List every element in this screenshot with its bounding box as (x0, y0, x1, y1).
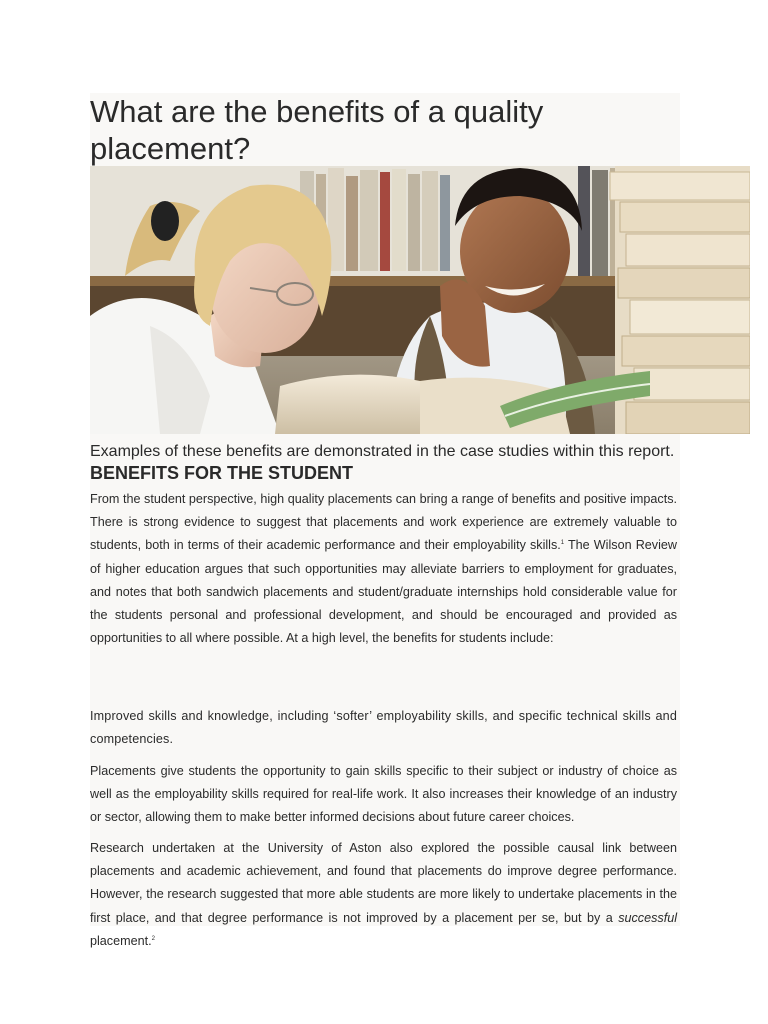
paragraph-aston-research (90, 837, 677, 953)
paragraph-placements-skills: Placements give students the opportunity to gain skills specific to their subject or industry of choice as well as the employability skills required for real-life work. It also increases their knowledge of an industry or sector, allowing them to make better informed decisions about future career choices. (90, 764, 677, 825)
page-title: What are the benefits of a quality placement? (90, 94, 544, 166)
intro-text: Examples of these benefits are demonstrated in the case studies within this report. (90, 443, 675, 460)
article-photo (90, 166, 750, 434)
footnote-2: 2 (151, 935, 155, 942)
paragraph-student-perspective (90, 488, 677, 650)
p4-text-a: Research undertaken at the University of Aston also explored the possible causal link between placements and academic achievement, and found that placements do improve degree performance. However, the research suggested that more able students are more likely to undertake placements in the first place, and that degree performance is not improved by a placement per se, but by a (90, 841, 677, 925)
p4-text-b: placement. (90, 933, 152, 948)
p1-text-a: From the student perspective, high quality placements can bring a range of benefits and positive impacts. There is strong evidence to suggest that placements and work experience are extremely valuable to students, both in terms of their academic performance and their employability skills. (90, 492, 677, 553)
p4-emphasis: successful (618, 910, 677, 925)
p1-text-b: The Wilson Review of higher education argues that such opportunities may alleviate barriers to employment for graduates, and notes that both sandwich placements and student/graduate internships hold considerable value for the students personal and professional development, and should be encouraged and provided as opportunities to all where possible. At a high level, the benefits for students include: (90, 538, 677, 646)
footnote-1: 1 (560, 540, 565, 547)
section-heading: BENEFITS FOR THE STUDENT (90, 463, 354, 483)
paragraph-improved-skills: Improved skills and knowledge, including ‘softer’ employability skills, and specific technical skills and competencies. (90, 709, 677, 747)
